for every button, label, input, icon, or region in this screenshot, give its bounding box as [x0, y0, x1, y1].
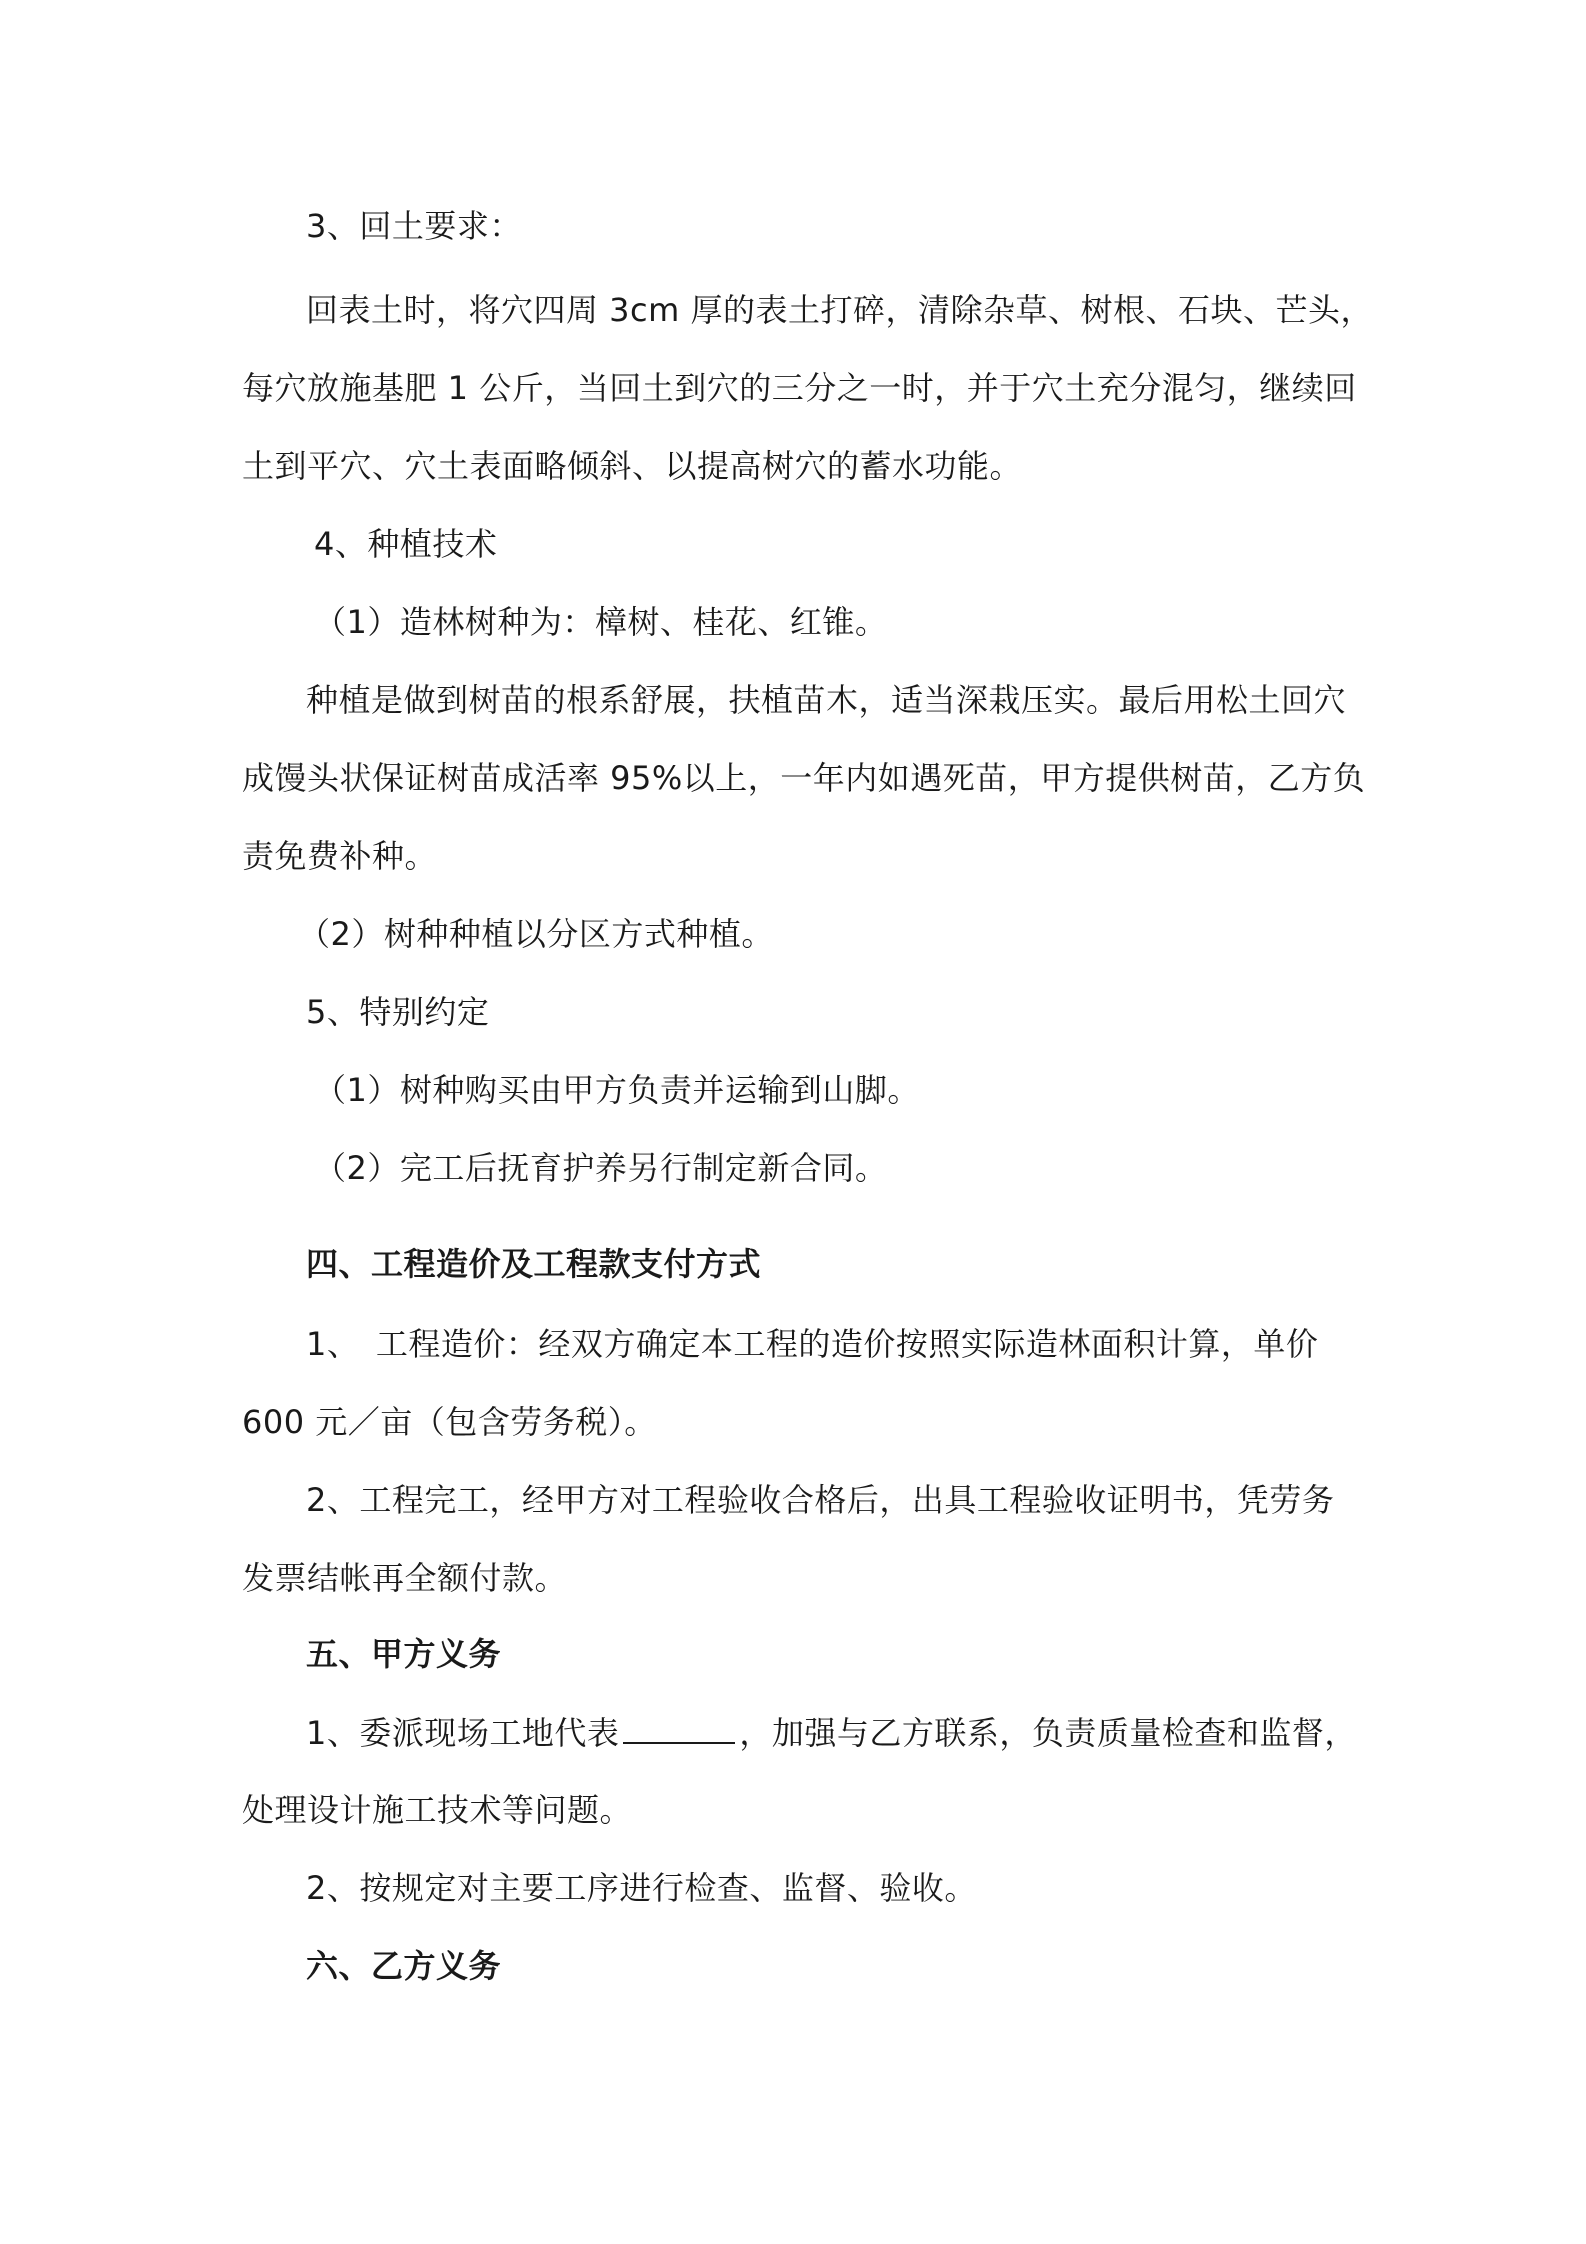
- paragraph-line-with-blank: [306, 1712, 1357, 1753]
- section-heading-4: 四、工程造价及工程款支付方式: [306, 1245, 762, 1283]
- paragraph-line: 处理设计施工技术等问题。: [242, 1791, 633, 1829]
- section-heading-6: 六、乙方义务: [306, 1947, 502, 1985]
- paragraph-line: 1、 工程造价：经双方确定本工程的造价按照实际造林面积计算，单价: [306, 1325, 1319, 1363]
- fill-in-blank: [623, 1712, 735, 1744]
- paragraph-line: 种植是做到树苗的根系舒展，扶植苗木，适当深栽压实。最后用松土回穴: [306, 681, 1347, 719]
- paragraph-line: 发票结帐再全额付款。: [242, 1559, 568, 1597]
- paragraph-line: 回表土时，将穴四周 3cm 厚的表土打碎，清除杂草、树根、石块、芒头，: [306, 291, 1373, 329]
- paragraph-text: 1、委派现场工地代表: [306, 1714, 620, 1752]
- list-item: （1）树种购买由甲方负责并运输到山脚。: [314, 1071, 920, 1109]
- section-heading-5: 五、甲方义务: [306, 1635, 502, 1673]
- subsection-heading-3: 3、回土要求：: [306, 207, 522, 245]
- paragraph-line: 2、按规定对主要工序进行检查、监督、验收。: [306, 1869, 977, 1907]
- paragraph-line: 每穴放施基肥 1 公斤，当回土到穴的三分之一时，并于穴土充分混匀，继续回: [242, 369, 1357, 407]
- list-item: （1）造林树种为：樟树、桂花、红锥。: [314, 603, 888, 641]
- list-item: （2）完工后抚育护养另行制定新合同。: [314, 1149, 888, 1187]
- subsection-heading-4: 4、种植技术: [314, 525, 498, 563]
- paragraph-text: ，加强与乙方联系，负责质量检查和监督，: [739, 1714, 1357, 1752]
- paragraph-line: 责免费补种。: [242, 837, 438, 875]
- paragraph-line: 600 元／亩（包含劳务税）。: [242, 1403, 657, 1441]
- subsection-heading-5: 5、特别约定: [306, 993, 490, 1031]
- paragraph-line: 成馒头状保证树苗成活率 95%以上，一年内如遇死苗，甲方提供树苗，乙方负: [242, 759, 1366, 797]
- list-item: （2）树种种植以分区方式种植。: [298, 915, 774, 953]
- paragraph-line: 土到平穴、穴土表面略倾斜、以提高树穴的蓄水功能。: [242, 447, 1023, 485]
- paragraph-line: 2、工程完工，经甲方对工程验收合格后，出具工程验收证明书，凭劳务: [306, 1481, 1335, 1519]
